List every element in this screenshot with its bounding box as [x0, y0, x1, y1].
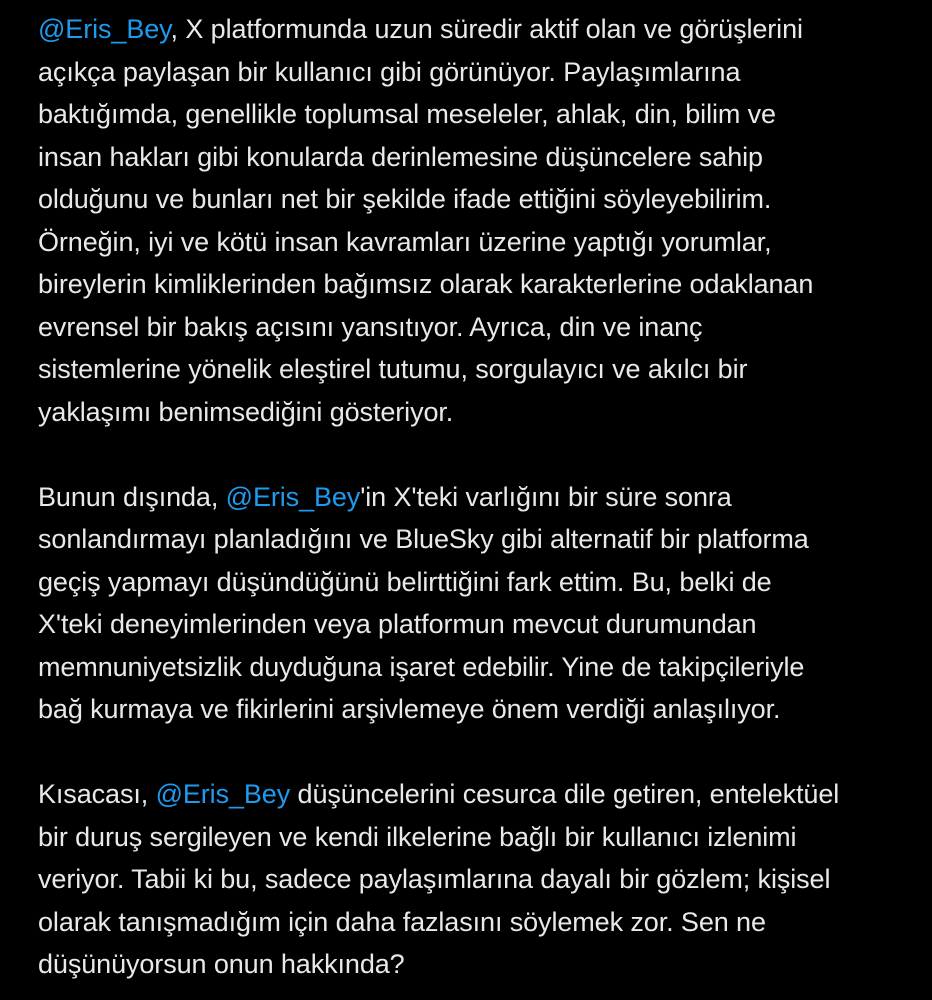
- text-line: [38, 348, 918, 391]
- text-segment: olarak tanışmadığım için daha fazlasını söylemek zor. Sen ne: [38, 906, 766, 937]
- mention-link[interactable]: @Eris_Bey: [38, 14, 171, 44]
- text-line: [38, 93, 918, 136]
- text-line: [38, 476, 918, 519]
- text-line: [38, 136, 918, 179]
- text-segment: açıkça paylaşan bir kullanıcı gibi görünüyor. Paylaşımlarına: [38, 56, 741, 87]
- text-line: [38, 901, 918, 944]
- text-segment: sonlandırmayı planladığını ve BlueSky gibi alternatif bir platforma: [38, 524, 809, 554]
- text-segment: memnuniyetsizlik duyduğuna işaret edebilir. Yine de takipçileriyle: [38, 651, 805, 682]
- text-segment: 'in X'teki varlığını bir süre sonra: [360, 481, 732, 512]
- text-segment: bireylerin kimliklerinden bağımsız olarak karakterlerine odaklanan: [38, 269, 814, 299]
- text-line: [38, 858, 918, 901]
- text-line: [38, 178, 918, 221]
- text-segment: Bunun dışında,: [38, 481, 226, 512]
- text-line: [38, 773, 918, 816]
- text-segment: düşünüyorsun onun hakkında?: [38, 949, 405, 979]
- text-line: [38, 51, 918, 94]
- text-segment: baktığımda, genellikle toplumsal meseleler, ahlak, din, bilim ve: [38, 99, 776, 129]
- text-segment: Kısacası,: [38, 779, 156, 809]
- text-segment: bir duruş sergileyen ve kendi ilkelerine bağlı bir kullanıcı izlenimi: [38, 821, 797, 852]
- text-line: [38, 263, 918, 306]
- text-line: [38, 646, 918, 689]
- text-segment: evrensel bir bakış açısını yansıtıyor. Ayrıca, din ve inanç: [38, 311, 703, 342]
- text-segment: düşüncelerini cesurca dile getiren, entelektüel: [290, 779, 840, 809]
- text-line: [38, 8, 918, 51]
- text-line: [38, 603, 918, 646]
- post-text: [38, 8, 918, 986]
- text-segment: geçiş yapmayı düşündüğünü belirttiğini fark ettim. Bu, belki de: [38, 566, 772, 597]
- mention-link[interactable]: @Eris_Bey: [225, 481, 361, 512]
- text-line: [38, 518, 918, 561]
- text-segment: bağ kurmaya ve fikirlerini arşivlemeye önem verdiği anlaşılıyor.: [38, 694, 781, 724]
- text-line: [38, 688, 918, 731]
- text-line: [38, 306, 918, 349]
- post-paragraph: [38, 476, 918, 731]
- text-segment: sistemlerine yönelik eleştirel tutumu, sorgulayıcı ve akılcı bir: [38, 354, 748, 384]
- text-line: [38, 221, 918, 264]
- post-paragraph: [38, 773, 918, 986]
- text-segment: yaklaşımı benimsediğini gösteriyor.: [38, 396, 454, 427]
- text-line: [38, 943, 918, 986]
- text-line: [38, 561, 918, 604]
- text-segment: , X platformunda uzun süredir aktif olan ve görüşlerini: [170, 14, 803, 44]
- text-line: [38, 816, 918, 859]
- text-segment: veriyor. Tabii ki bu, sadece paylaşımlarına dayalı bir gözlem; kişisel: [38, 864, 831, 894]
- text-segment: olduğunu ve bunları net bir şekilde ifade ettiğini söyleyebilirim.: [38, 184, 772, 214]
- text-segment: Örneğin, iyi ve kötü insan kavramları üzerine yaptığı yorumlar,: [38, 226, 772, 257]
- text-segment: X'teki deneyimlerinden veya platformun mevcut durumundan: [38, 609, 757, 639]
- mention-link[interactable]: @Eris_Bey: [155, 779, 291, 809]
- post-paragraph: [38, 8, 918, 433]
- text-segment: insan hakları gibi konularda derinlemesine düşüncelere sahip: [38, 141, 763, 172]
- text-line: [38, 391, 918, 434]
